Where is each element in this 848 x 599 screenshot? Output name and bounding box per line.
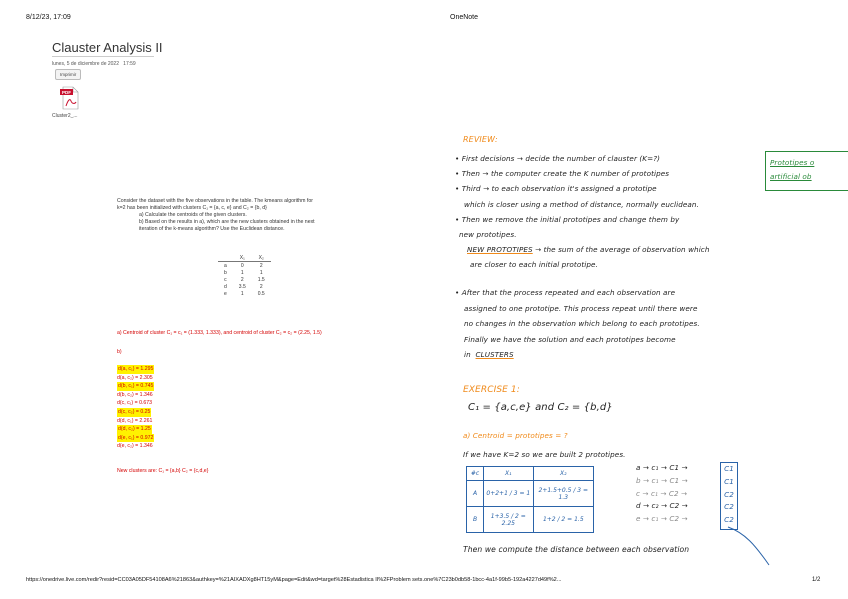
assignment-list: [636, 462, 688, 526]
side-note-line: artificial ob: [770, 172, 812, 181]
exercise-title: EXERCISE 1:: [463, 385, 520, 395]
centroid-cell: 1+3.5 / 2 = 2.25: [484, 507, 534, 533]
attachment-label: Cluster2_...: [52, 113, 78, 119]
new-clusters-text: New clusters are: C₁ = {a,b} C₂ = {c,d,e}: [117, 468, 209, 474]
distance-item: d(b, c₁) = 0.745: [118, 383, 154, 390]
distance-item: d(a, c₂) = 2.305: [117, 374, 153, 381]
centroid-cell: 0+2+1 / 3 = 1: [484, 481, 534, 507]
problem-line-2: k=2 has been initialized with clusters C₁ = {a, c, e} and C₂ = {b, d}: [117, 205, 267, 211]
cluster-result: C2: [724, 502, 734, 512]
data-table-row: a 0 2: [224, 262, 263, 269]
distance-item: d(c, c₁) = 0.673: [117, 400, 153, 407]
new-prototipes-term: NEW PROTOTIPES: [467, 245, 533, 254]
review-line: new prototipes.: [459, 230, 517, 240]
cluster-result: C1: [724, 476, 734, 486]
problem-question-b-1: b) Based on the results in a), which are the new clusters obtained in the next: [139, 219, 315, 225]
distance-item: d(d, c₁) = 2.261: [117, 417, 153, 424]
assignment-row: e → c₁ → C2 →: [636, 514, 688, 524]
print-date: 8/12/23, 17:09: [26, 14, 71, 21]
solution-part-a: a) Centroid of cluster C₁ = c₁ = (1.333, 1.333), and centroid of cluster C₂ = c₂ = (2.25, 1.5): [117, 330, 322, 336]
curved-arrow-icon: [725, 525, 775, 570]
cluster-result: C1: [724, 464, 734, 473]
cluster-result-box: [720, 462, 738, 530]
new-prototipes-line-2: are closer to each initial prototipe.: [470, 260, 598, 269]
centroid-cell: 2+1.5+0.5 / 3 = 1.3: [533, 481, 593, 507]
after-line: assigned to one prototipe. This process repeat until there were: [464, 303, 698, 313]
footer-page: 1/2: [812, 577, 821, 583]
pdf-attachment[interactable]: [60, 86, 80, 110]
after-line: • After that the process repeated and each observation are: [455, 288, 676, 297]
svg-text:PDF: PDF: [62, 90, 71, 95]
data-table-row: c 2 1.5: [224, 276, 265, 283]
assignment-row: c → c₁ → C2 →: [636, 488, 688, 498]
new-prototipes-line-1: NEW PROTOTIPES → the sum of the average of observation which: [467, 245, 710, 254]
problem-statement: [117, 198, 407, 233]
final-line: Then we compute the distance between each observation: [463, 545, 690, 554]
clusters-term: CLUSTERS: [475, 350, 514, 359]
problem-question-b-2: iteration of the k-means algorithm? Use the Euclidean distance.: [139, 226, 285, 232]
after-line: in CLUSTERS: [464, 350, 514, 359]
distance-item: d(a, c₁) = 1.295: [118, 366, 154, 372]
k-line: If we have K=2 so we are built 2 prototipes.: [463, 450, 626, 459]
centroid-row-label: A: [467, 481, 484, 507]
assignment-row: b → c₁ → C1 →: [636, 475, 688, 485]
pdf-file-icon: [60, 86, 80, 110]
side-note-line: Prototipes o: [770, 158, 815, 167]
review-line: • Then → the computer create the K number of prototipes: [455, 169, 670, 179]
centroid-question: a) Centroid = prototipes = ?: [463, 431, 568, 440]
review-line: • First decisions → decide the number of clauster (K=?): [455, 154, 661, 163]
after-notes: [455, 285, 700, 363]
distance-item: d(d, c₂) = 1.25: [118, 426, 151, 433]
distance-item: d(e, c₂) = 1.346: [117, 443, 153, 450]
centroid-table-head: X₁: [484, 467, 534, 481]
print-button[interactable]: Imprimir: [55, 69, 81, 80]
centroid-table-head: X₂: [533, 467, 593, 481]
solution-part-b: b): [117, 349, 122, 355]
data-table-header: X₁ X₂: [218, 254, 271, 262]
centroid-table-head: #c: [467, 467, 484, 481]
distance-list: [117, 365, 154, 451]
page-date: lunes, 5 de diciembre de 2022 17:59: [52, 61, 136, 67]
side-note-box: [765, 151, 848, 191]
centroid-table: [466, 466, 594, 533]
distance-item: d(c, c₂) = 0.25: [118, 408, 151, 415]
review-line: which is closer using a method of distance, normally euclidean.: [464, 199, 699, 209]
data-table-row: d 3.5 2: [224, 283, 263, 290]
data-table-row: b 1 1: [224, 269, 263, 276]
page-title: Clauster Analysis II: [52, 40, 163, 55]
title-underline: [52, 56, 154, 57]
centroid-row-label: B: [467, 507, 484, 533]
distance-item: d(b, c₂) = 1.346: [117, 391, 153, 398]
data-table-row: e 1 0.5: [224, 290, 265, 297]
after-line: Finally we have the solution and each prototipes become: [464, 334, 676, 344]
centroid-cell: 1+2 / 2 = 1.5: [533, 507, 593, 533]
review-notes: [455, 151, 699, 242]
distance-item: d(e, c₁) = 0.972: [118, 434, 154, 441]
assignment-row: a → c₁ → C1 →: [636, 463, 688, 472]
problem-question-a: a) Calculate the centroids of the given clusters.: [139, 212, 247, 218]
after-line: no changes in the observation which belong to each prototipes.: [464, 319, 700, 328]
data-table: [218, 254, 271, 297]
review-line: • Then we remove the initial prototipes and change them by: [455, 214, 680, 224]
assignment-row: d → c₂ → C2 →: [636, 501, 688, 511]
problem-line-1: Consider the dataset with the five observations in the table. The kmeans algorithm for: [117, 198, 313, 204]
cluster-result: C2: [724, 489, 734, 499]
app-name: OneNote: [450, 14, 479, 21]
cluster-result: C2: [724, 515, 734, 525]
clusters-definition: C₁ = {a,c,e} and C₂ = {b,d}: [468, 402, 613, 413]
review-title: REVIEW:: [463, 135, 498, 144]
footer-url: https://onedrive.live.com/redir?resid=CC03A05DF54108A6%21863&authkey=%21AIXADXg8HT15yM&page=Edit&wd=target%28Estadistica II%2FProblem sets.one%7C23b0db58-1bcc-4a1f-99b5-192a4227d49f%2...: [26, 577, 562, 583]
review-line: • Third → to each observation it's assigned a prototipe: [455, 184, 657, 194]
